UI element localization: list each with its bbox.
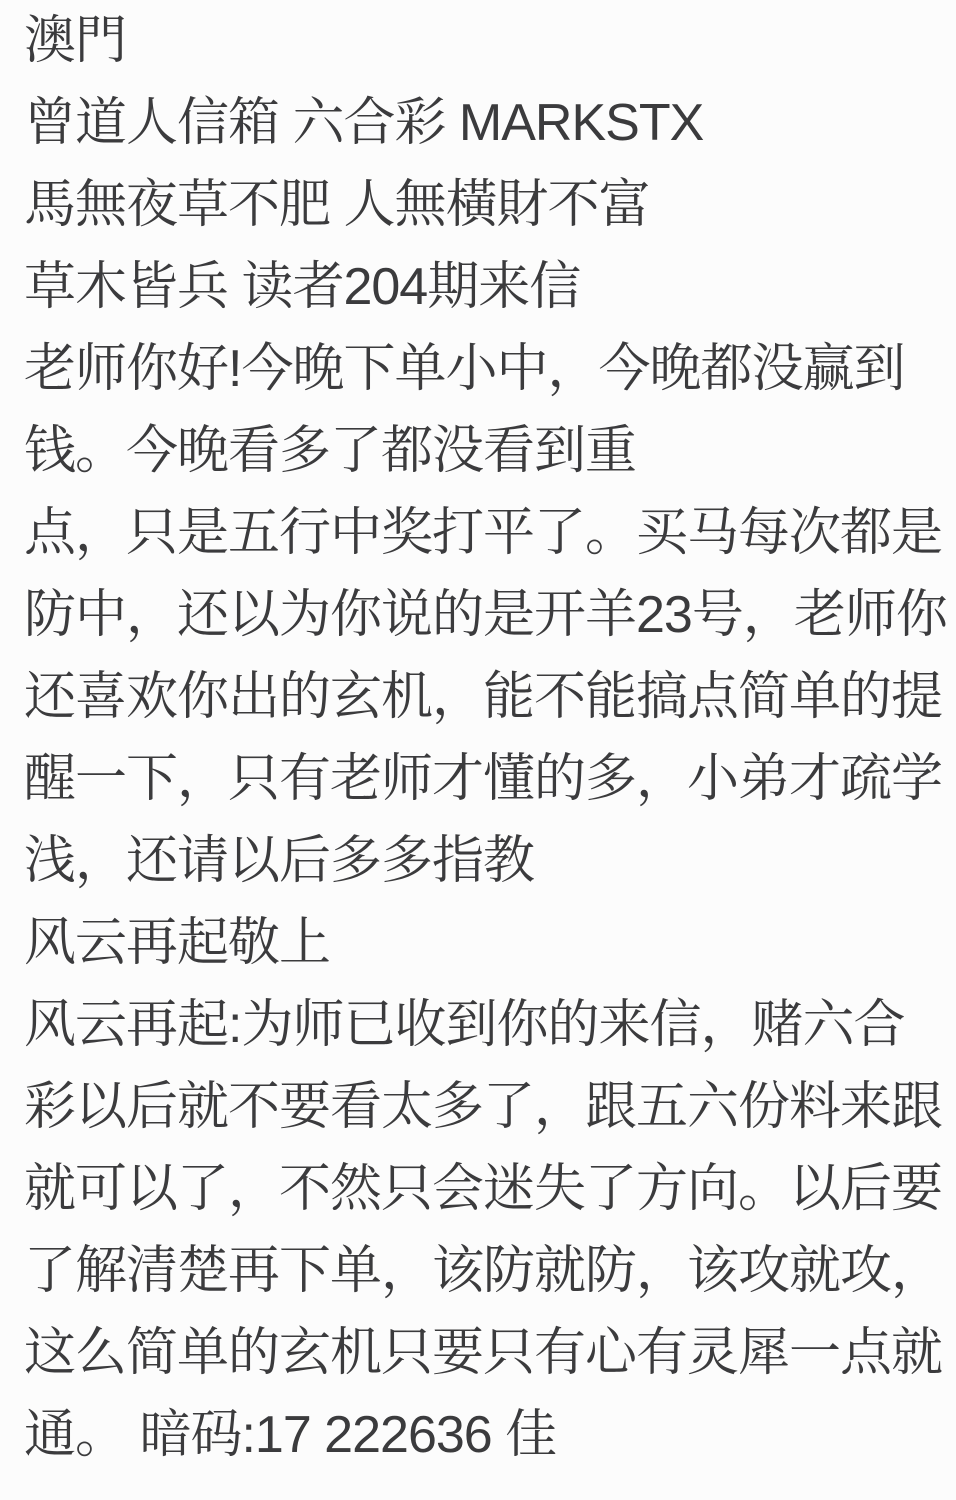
reader-letter-line: 还喜欢你出的玄机，能不能搞点简单的提 <box>24 668 943 726</box>
master-reply-line: 风云再起:为师已收到你的来信，赌六合 <box>24 996 905 1054</box>
reader-letter-line: 醒一下，只有老师才懂的多，小弟才疏学 <box>24 750 943 808</box>
reader-letter-line: 钱。今晚看多了都没看到重 <box>24 422 637 480</box>
reader-letter-line: 老师你好!今晚下单小中，今晚都没赢到 <box>24 340 905 398</box>
master-reply-line: 这么简单的玄机只要只有心有灵犀一点就 <box>24 1324 943 1382</box>
master-reply-line: 就可以了，不然只会迷失了方向。以后要 <box>24 1160 943 1218</box>
reader-signature-line: 风云再起敬上 <box>24 914 331 972</box>
issue-topic-line: 草木皆兵 读者204期来信 <box>24 258 581 316</box>
region-title: 澳門 <box>24 12 127 70</box>
column-title: 曾道人信箱 六合彩 MARKSTX <box>24 94 704 152</box>
proverb-line: 馬無夜草不肥 人無橫財不富 <box>24 176 650 234</box>
master-reply-line: 了解清楚再下单，该防就防，该攻就攻， <box>24 1242 943 1300</box>
master-reply-line: 彩以后就不要看太多了，跟五六份料来跟 <box>24 1078 943 1136</box>
reader-letter-line: 浅，还请以后多多指教 <box>24 832 535 890</box>
master-reply-line: 通。 暗码:17 222636 佳 <box>24 1406 557 1464</box>
reader-letter-line: 防中，还以为你说的是开羊23号，老师你 <box>24 586 947 644</box>
reader-letter-line: 点，只是五行中奖打平了。买马每次都是 <box>24 504 943 562</box>
